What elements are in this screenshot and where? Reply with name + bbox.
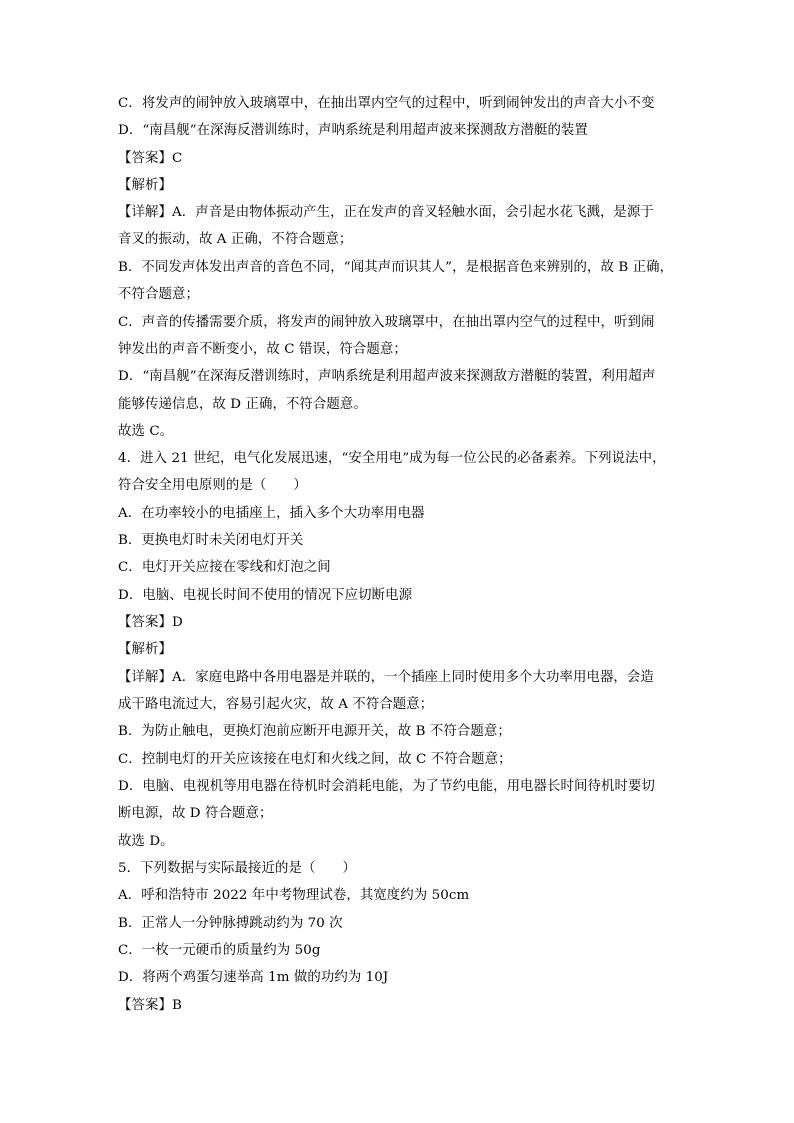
q4-detail-line: 【详解】A．家庭电路中各用电器是并联的，一个插座上同时使用多个大功率用电器，会造 <box>118 670 654 685</box>
q4-option-c: C．电灯开关应接在零线和灯泡之间 <box>118 560 331 575</box>
q3-detail-line: 不符合题意； <box>118 287 199 302</box>
q5-option-b: B．正常人一分钟脉搏跳动约为 70 次 <box>118 916 343 931</box>
q3-detail-line: 【详解】A．声音是由物体振动产生，正在发声的音叉轻触水面，会引起水花飞溅，是源于 <box>118 205 654 220</box>
q4-option-b: B．更换电灯时未关闭电灯开关 <box>118 533 304 548</box>
q4-answer: 【答案】D <box>118 615 183 630</box>
q3-detail-line: 钟发出的声音不断变小，故 C 错误，符合题意； <box>118 342 407 357</box>
q3-option-c: C．将发声的闹钟放入玻璃罩中，在抽出罩内空气的过程中，听到闹钟发出的声音大小不变 <box>118 96 655 111</box>
q4-detail-line: B．为防止触电，更换灯泡前应断开电源开关，故 B 不符合题意； <box>118 724 511 739</box>
q3-detail-line: 音叉的振动，故 A 正确，不符合题意； <box>118 232 353 247</box>
q4-stem-line: 4．进入 21 世纪，电气化发展迅速，“安全用电”成为每一位公民的必备素养。下列说法中， <box>118 451 666 466</box>
q4-analysis-label: 【解析】 <box>118 642 172 657</box>
q3-option-d: D．“南昌舰”在深海反潜训练时，声呐系统是利用超声波来探测敌方潜艇的装置 <box>118 123 588 138</box>
q4-detail-line: 成干路电流过大，容易引起火灾，故 A 不符合题意； <box>118 697 434 712</box>
q4-option-a: A．在功率较小的电插座上，插入多个大功率用电器 <box>118 506 425 521</box>
q3-detail-line: 能够传递信息，故 D 正确，不符合题意。 <box>118 397 367 412</box>
q5-answer: 【答案】B <box>118 998 182 1013</box>
q5-option-a: A．呼和浩特市 2022 年中考物理试卷，其宽度约为 50cm <box>118 888 470 903</box>
q3-conclusion: 故选 C。 <box>118 424 174 439</box>
q4-detail-line: D．电脑、电视机等用电器在待机时会消耗电能，为了节约电能，用电器长时间待机时要切 <box>118 779 655 794</box>
q5-option-c: C．一枚一元硬币的质量约为 50g <box>118 943 321 958</box>
q3-detail-line: D．“南昌舰”在深海反潜训练时，声呐系统是利用超声波来探测敌方潜艇的装置，利用超声 <box>118 369 656 384</box>
q4-stem-line: 符合安全用电原则的是（ ） <box>118 478 307 493</box>
q4-conclusion: 故选 D。 <box>118 834 174 849</box>
q5-option-d: D．将两个鸡蛋匀速举高 1m 做的功约为 10J <box>118 970 389 985</box>
q4-detail-line: C．控制电灯的开关应该接在电灯和火线之间，故 C 不符合题意； <box>118 752 512 767</box>
q3-answer: 【答案】C <box>118 151 183 166</box>
q4-detail-line: 断电源，故 D 符合题意； <box>118 806 273 821</box>
q3-analysis-label: 【解析】 <box>118 178 172 193</box>
q5-stem: 5．下列数据与实际最接近的是（ ） <box>118 861 356 876</box>
q3-detail-line: B．不同发声体发出声音的音色不同，“闻其声而识其人”，是根据音色来辨别的，故 B 正确， <box>118 260 674 275</box>
q4-option-d: D．电脑、电视长时间不使用的情况下应切断电源 <box>118 588 413 603</box>
q3-detail-line: C．声音的传播需要介质，将发声的闹钟放入玻璃罩中，在抽出罩内空气的过程中，听到闹 <box>118 315 655 330</box>
